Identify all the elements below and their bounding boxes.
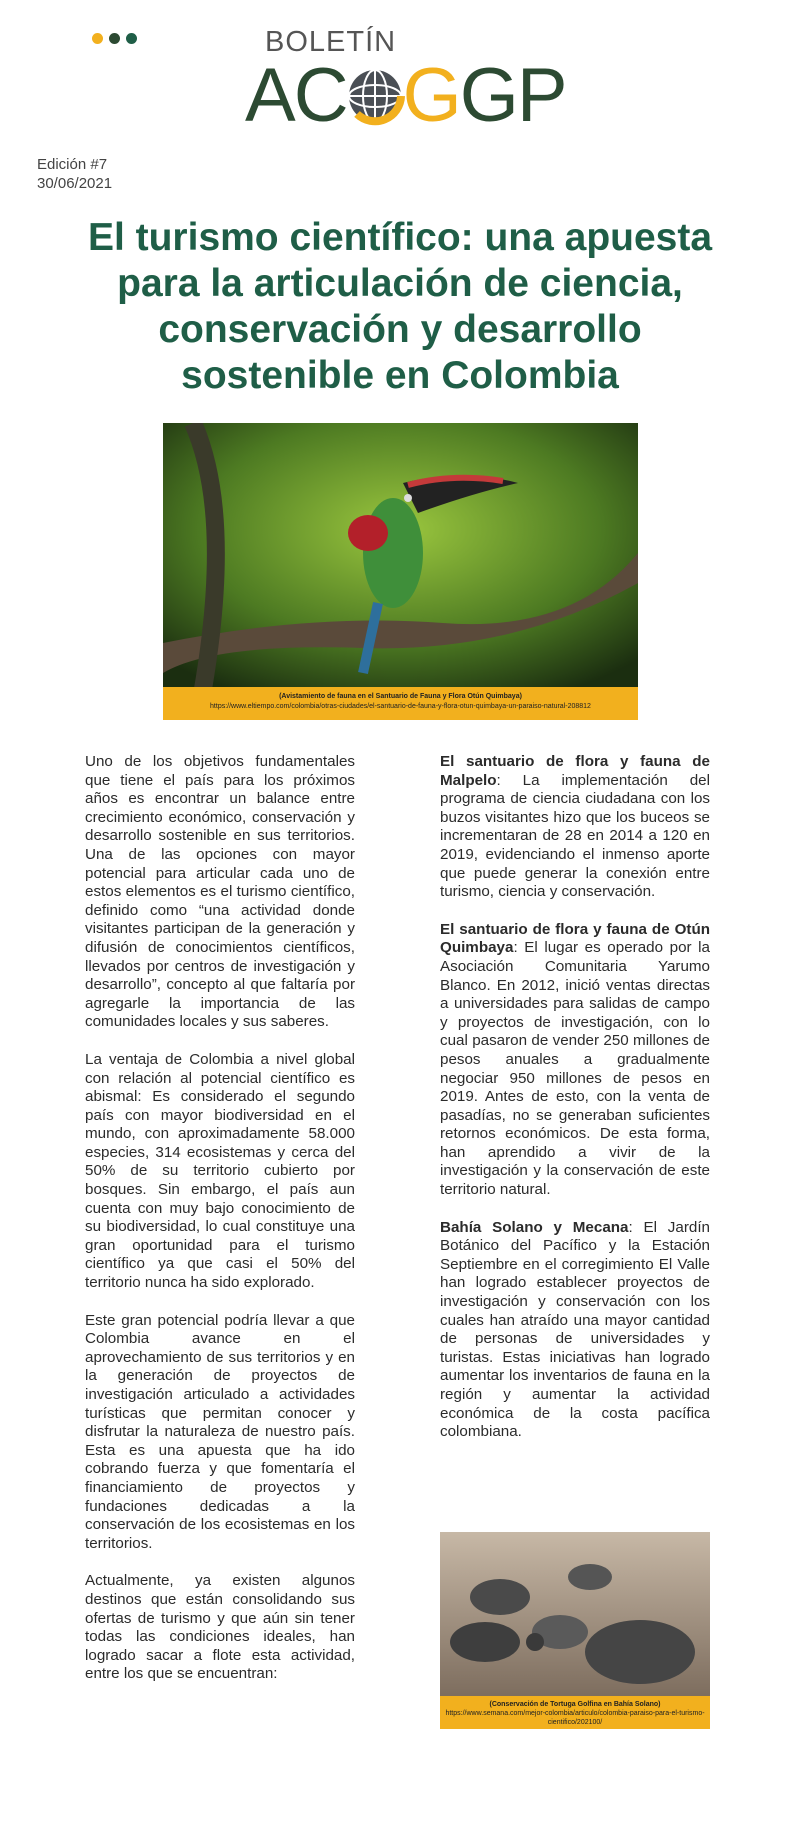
globe-icon bbox=[343, 64, 407, 128]
edition-number: Edición #7 bbox=[37, 156, 108, 173]
dot-yellow bbox=[92, 33, 103, 44]
photo1-caption-title: (Avistamiento de fauna en el Santuario de Fauna y Flora Otún Quimbaya) bbox=[279, 693, 522, 700]
dot-green bbox=[126, 33, 137, 44]
logo-right: GP bbox=[459, 53, 566, 138]
column-right bbox=[440, 753, 710, 1461]
dot-dark-green bbox=[109, 33, 120, 44]
logo-g: G bbox=[402, 53, 460, 138]
section-bahia-solano bbox=[440, 1219, 710, 1442]
turtles-photo bbox=[440, 1532, 710, 1697]
paragraph: Actualmente, ya existen algunos destinos que están consolidando sus ofertas de turismo y que aún sin tener todas las condiciones ideales, han logrado sacar a flote esta actividad, entre los que se encuentran: bbox=[85, 1572, 355, 1683]
section-text: : La implementación del programa de ciencia ciudadana con los buzos visitantes hizo que los buceos se incrementaran de 28 en 2014 a 120 en 2019, evidenciando el inmenso aporte que puede generar la conexión entre turismo, ciencia y conservación. bbox=[440, 771, 710, 901]
section-text: : El lugar es operado por la Asociación Comunitaria Yarumo Blanco. En 2012, inició ventas directas a universidades para salidas de campo y proyectos de investigación, con lo cual pasaron de vender 250 millones de pesos anuales a gradualmente negociar 950 millones de pesos en 2019. Antes de esto, con la venta de pasadías, no se generaban suficientes retornos económicos. De esta forma, han aprendido a vivir de la investigación y la conservación de este territorio natural. bbox=[440, 939, 710, 1199]
photo2-caption bbox=[440, 1696, 710, 1729]
section-text: : El Jardín Botánico del Pacífico y la Estación Septiembre en el corregimiento El Valle han logrado establecer proyectos de investigación y conservación con los cuales han atraído una mayor cantidad de personas de universidades y turistas. Estas iniciativas han logrado aumentar los inventarios de fauna en la región y aumentar la actividad económica de la costa pacífica colombiana. bbox=[440, 1218, 710, 1441]
photo1-source-link[interactable]: https://www.eltiempo.com/colombia/otras-ciudades/el-santuario-de-fauna-y-flora-otun-quimbaya-un-paraiso-natural-208812 bbox=[210, 703, 591, 710]
photo2-caption-title: (Conservación de Tortuga Golfina en Bahía Solano) bbox=[489, 1701, 661, 1708]
logo-left: AC bbox=[245, 53, 347, 138]
paragraph: Este gran potencial podría llevar a que Colombia avance en el aprovechamiento de sus territorios y en la generación de proyectos de investigación articulado a actividades turísticas que permitan conocer y disfrutar la naturaleza de nuestro país. Esta es una apuesta que ha ido cobrando fuerza y que fomentaría el financiamiento de proyectos y fundaciones dedicadas a la conservación de los ecosistemas en los territorios. bbox=[85, 1311, 355, 1552]
decorative-dots bbox=[92, 33, 137, 44]
section-title: El santuario de flora y fauna de Malpelo bbox=[440, 753, 710, 789]
column-left bbox=[85, 753, 355, 1703]
edition-info bbox=[37, 155, 112, 193]
edition-date: 30/06/2021 bbox=[37, 175, 113, 192]
toucan-photo bbox=[163, 423, 638, 689]
section-malpelo bbox=[440, 753, 710, 902]
article-title: El turismo científico: una apuesta para la articulación de ciencia, conservación y desarrollo sostenible en Colombia bbox=[87, 216, 713, 397]
paragraph: La ventaja de Colombia a nivel global con relación al potencial científico es abismal: Es considerado el segundo país con mayor biodiversidad en el mundo, con aproximadamente 58.000 especies, 314 ecosistemas y cerca del 50% de su territorio cubierto por bosques. Sin embargo, el país aun cuenta con muy bajo conocimiento de su biodiversidad, lo cual constituye una gran oportunidad para el turismo científico ya que casi el 50% del territorio nunca ha sido explorado. bbox=[85, 1050, 355, 1292]
section-otun-quimbaya bbox=[440, 921, 710, 1200]
photo1-caption bbox=[163, 687, 638, 720]
logo-top-text: BOLETÍN bbox=[265, 26, 397, 58]
section-title: El santuario de flora y fauna de Otún Quimbaya bbox=[440, 920, 710, 957]
logo bbox=[245, 53, 566, 138]
photo2-source-link[interactable]: https://www.semana.com/mejor-colombia/articulo/colombia-paraiso-para-el-turismo-cientifico/202100/ bbox=[445, 1710, 705, 1726]
paragraph: Uno de los objetivos fundamentales que tiene el país para los próximos años es encontrar un balance entre crecimiento económico, conservación y desarrollo sostenible en sus territorios. Una de las opciones con mayor potencial para articular cada uno de estos elementos es el turismo científico, definido como “una actividad donde visitantes participan de la generación y difusión de conocimientos científicos, llevados por centros de investigación y desarrollo”, concepto al que faltaría por agregarle la importancia de las comunidades locales y sus saberes. bbox=[85, 753, 355, 1031]
section-title: Bahía Solano y Mecana bbox=[440, 1218, 629, 1236]
